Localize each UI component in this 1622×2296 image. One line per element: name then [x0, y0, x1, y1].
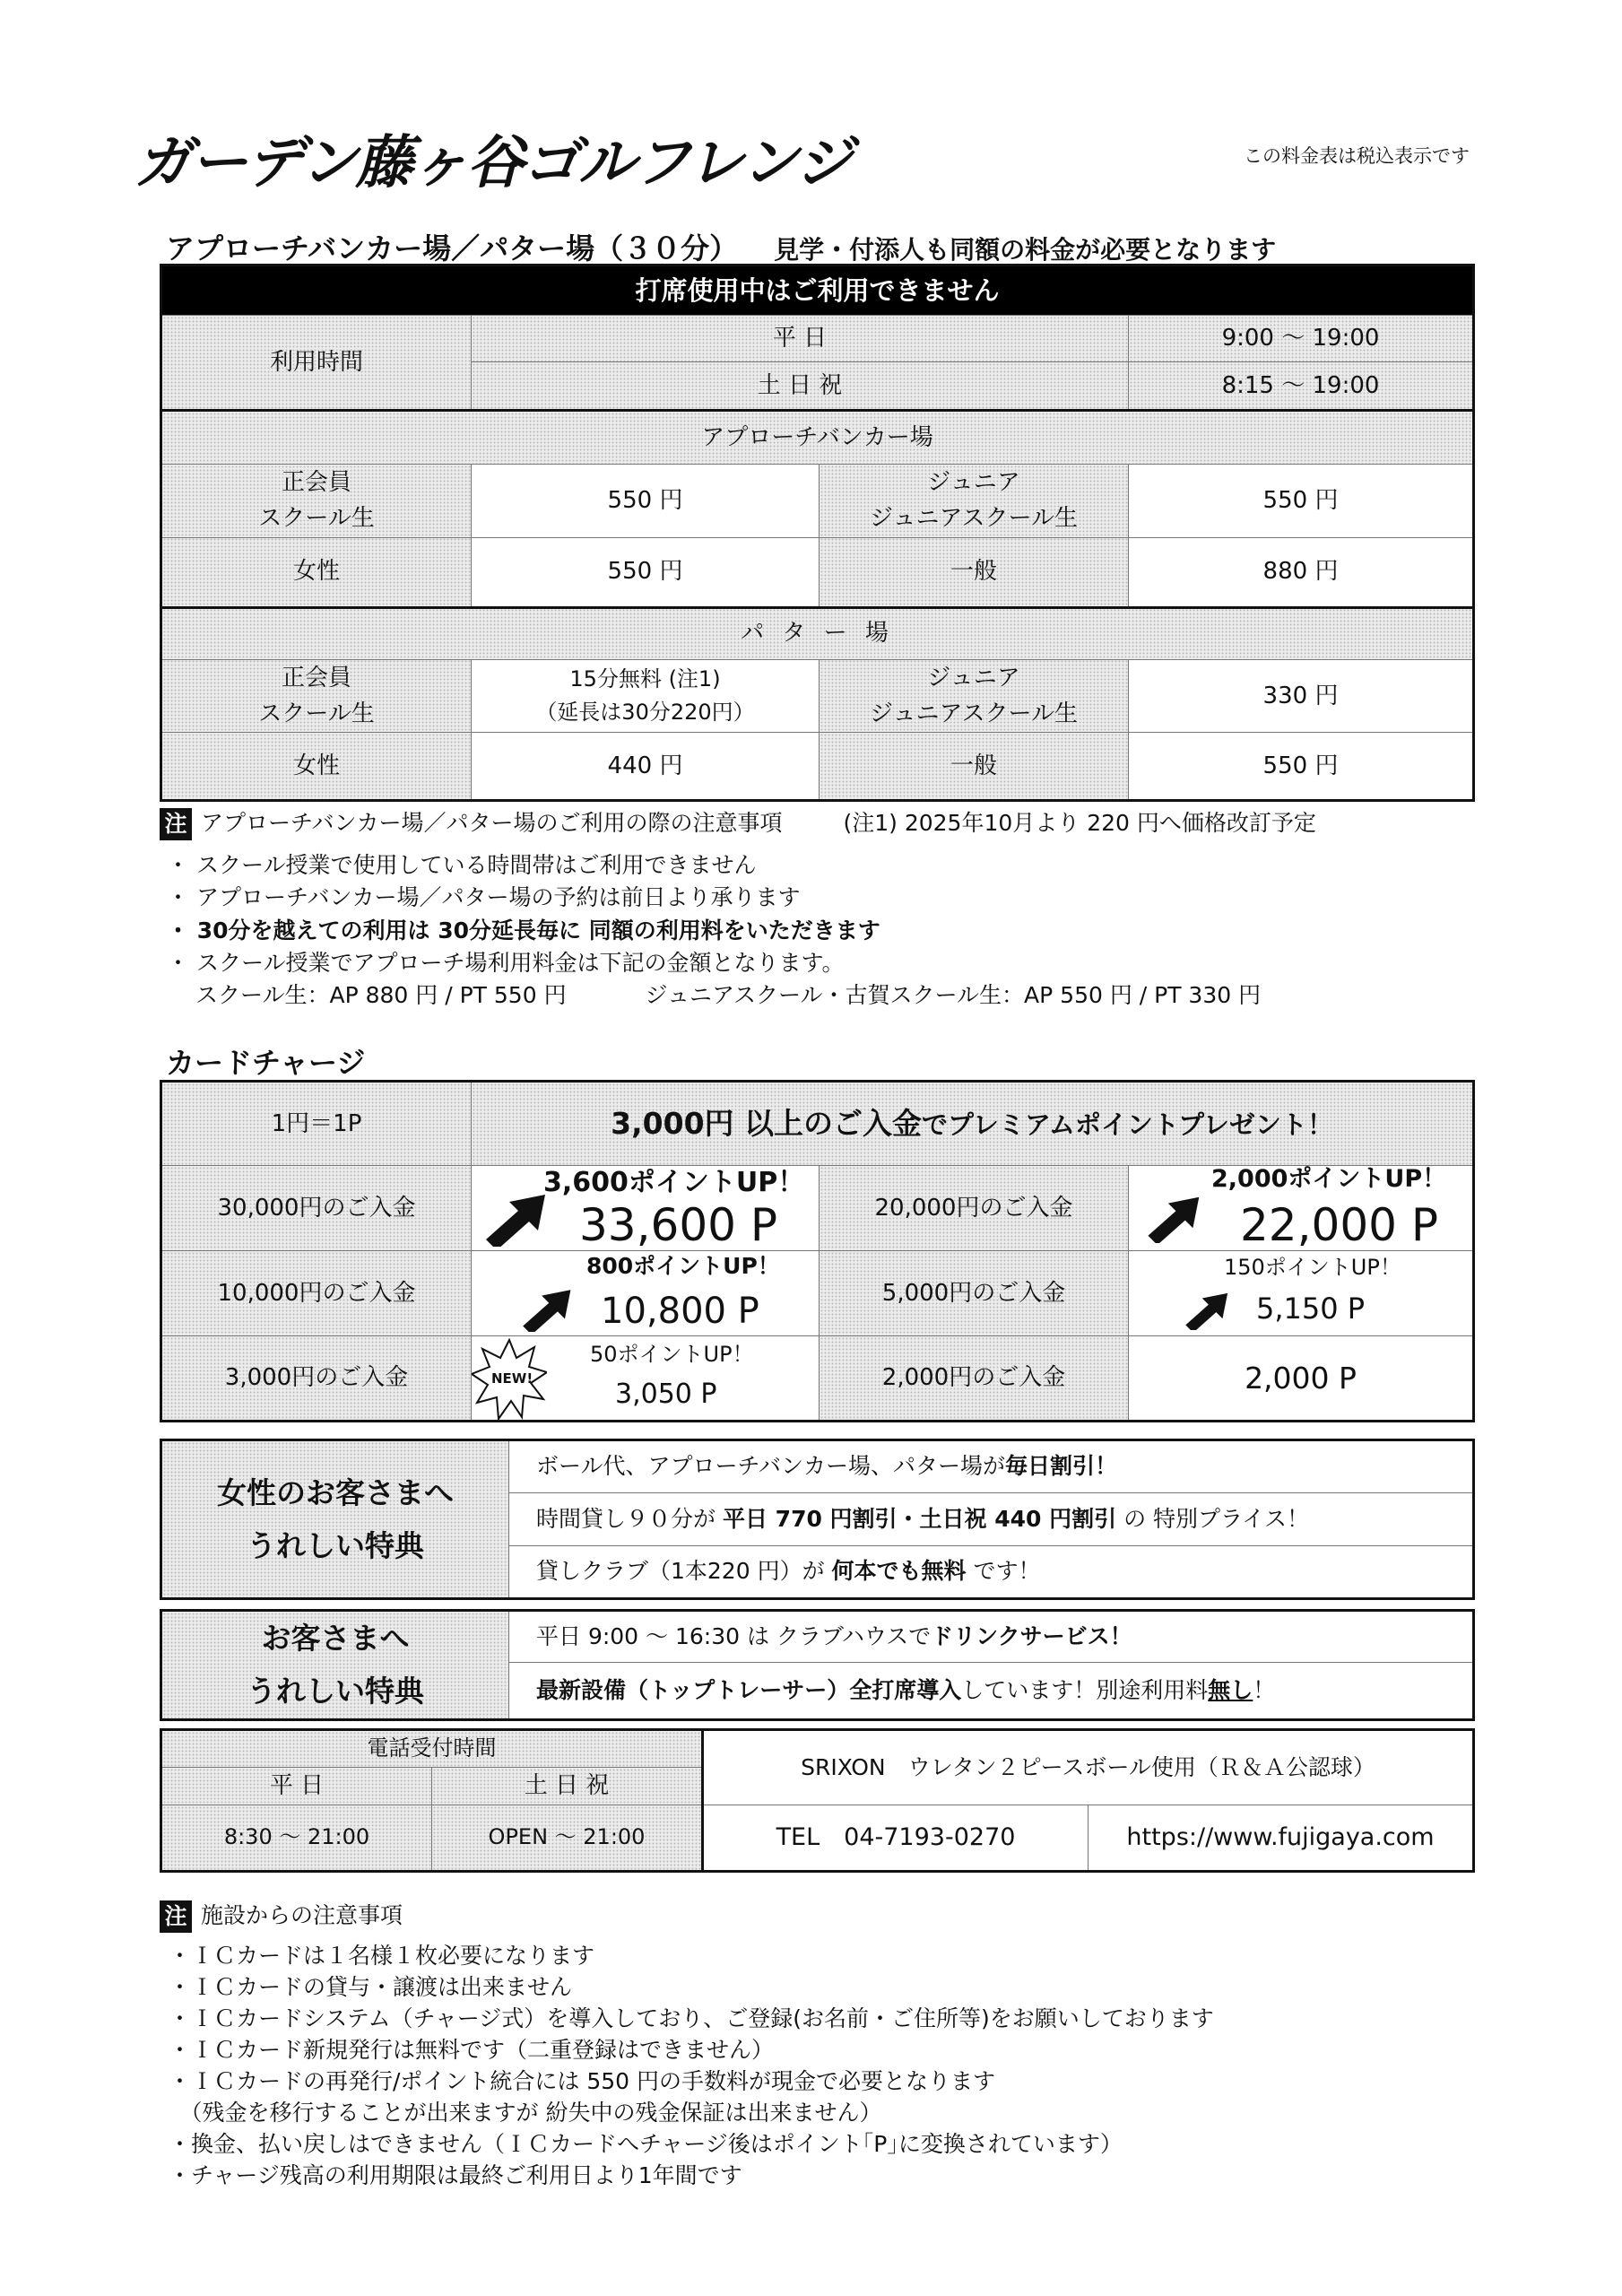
approach-footnote: (注1) 2025年10月より 220 円へ価格改訂予定	[843, 810, 1316, 836]
approach-title: アプローチバンカー場／パター場（３０分）	[166, 231, 739, 265]
arrow-up-right-icon	[1145, 1193, 1201, 1243]
approach-note-item: ・ スクール授業でアプローチ場利用料金は下記の金額となります。	[167, 949, 845, 976]
approach-note-badge: 注	[160, 808, 192, 840]
charge-label: 30,000円のご入金	[161, 1166, 472, 1251]
facility-note-item: ・ＩＣカードシステム（チャージ式）を導入しており、ご登録(お名前・ご住所等)をお願いしております	[169, 2005, 1214, 2031]
charge-points-cell	[472, 1166, 820, 1251]
weekday-label: 平 日	[472, 316, 1129, 362]
charge-table	[160, 1080, 1475, 1422]
promo-rest: でプレミアムポイントプレゼント！	[922, 1109, 1333, 1141]
bunker-general-label: 一般	[820, 537, 1129, 607]
facility-note-item: ・換金、払い戻しはできません（ＩＣカードへチャージ後はポイント｢P｣に変換されています）	[169, 2131, 1123, 2157]
approach-note-item: ・ 30分を越えての利用は 30分延長毎に 同額の利用料をいただきます	[167, 917, 880, 944]
customer-benefit-head: お客さまへ うれしい特典	[161, 1611, 509, 1720]
bunker-junior-price: 550 円	[1129, 465, 1474, 538]
promo-banner	[472, 1082, 1474, 1166]
customer-benefit-line: 最新設備（トップトレーサー）全打席導入しています！別途利用料無し！	[509, 1663, 1474, 1719]
putter-general-label: 一般	[820, 733, 1129, 801]
women-benefit-head: 女性のお客さまへ うれしい特典	[161, 1440, 509, 1599]
total-points: 2,000 P	[1129, 1336, 1474, 1422]
junior-school-fee: ジュニアスクール・古賀スクール生：AP 550 円 / PT 330 円	[645, 982, 1262, 1008]
putter-female-price: 440 円	[472, 733, 820, 801]
approach-note-item: ・ アプローチバンカー場／パター場の予約は前日より承ります	[167, 884, 801, 911]
bunker-heading: アプローチバンカー場	[161, 411, 1474, 465]
bonus-points: 50ポイントUP！	[590, 1342, 754, 1367]
charge-label: 3,000円のご入金	[161, 1336, 472, 1422]
facility-note-item: ・チャージ残高の利用期限は最終ご利用日より1年間です	[169, 2162, 742, 2188]
phone-weekday-hours: 8:30 〜 21:00	[161, 1805, 432, 1872]
charge-title: カードチャージ	[166, 1046, 366, 1080]
facility-note-item: （残金を移行することが出来ますが 紛失中の残金保証は出来ません）	[169, 2100, 882, 2126]
customer-benefit-line: 平日 9:00 〜 16:30 は クラブハウスでドリンクサービス！	[509, 1611, 1474, 1663]
total-points: 3,050 P	[615, 1378, 717, 1410]
women-benefit-table	[160, 1439, 1475, 1600]
bunker-junior-label: ジュニア ジュニアスクール生	[820, 465, 1129, 538]
charge-points-cell	[472, 1336, 820, 1422]
approach-note-item: ・ スクール授業で使用している時間帯はご利用できません	[167, 852, 757, 878]
putter-junior-price: 330 円	[1129, 659, 1474, 733]
holiday-label: 土 日 祝	[472, 362, 1129, 411]
charge-label: 2,000円のご入金	[820, 1336, 1129, 1422]
approach-subtitle: 見学・付添人も同額の料金が必要となります	[774, 235, 1277, 265]
bonus-points: 2,000ポイントUP！	[1211, 1165, 1447, 1193]
putter-general-price: 550 円	[1129, 733, 1474, 801]
bonus-points: 3,600ポイントUP！	[543, 1167, 805, 1198]
weekday-hours: 9:00 〜 19:00	[1129, 316, 1474, 362]
putter-junior-label: ジュニア ジュニアスクール生	[820, 659, 1129, 733]
customer-benefit-table	[160, 1609, 1475, 1721]
rate-label: 1円＝1P	[161, 1082, 472, 1166]
approach-note-title: アプローチバンカー場／パター場のご利用の際の注意事項	[201, 810, 783, 836]
bunker-general-price: 880 円	[1129, 537, 1474, 607]
women-benefit-line: ボール代、アプローチバンカー場、パター場が毎日割引！	[509, 1440, 1474, 1493]
charge-label: 5,000円のご入金	[820, 1251, 1129, 1336]
putter-member-price: 15分無料 (注1) （延長は30分220円）	[472, 659, 820, 733]
facility-note-item: ・ＩＣカードの貸与・譲渡は出来ません	[169, 1974, 573, 2000]
arrow-up-right-icon	[518, 1287, 574, 1332]
charge-points-cell	[472, 1251, 820, 1336]
total-points: 5,150 P	[1256, 1292, 1366, 1326]
facility-note-item: ・ＩＣカードの再発行/ポイント統合には 550 円の手数料が現金で必要となります	[169, 2068, 996, 2094]
promo-main: 3,000円 以上のご入金	[611, 1106, 923, 1142]
approach-notes	[160, 807, 1487, 1012]
approach-table	[160, 264, 1475, 802]
facility-note-item: ・ＩＣカードは１名様１枚必要になります	[169, 1943, 595, 1969]
school-fee-line	[167, 979, 1487, 1012]
logo-text: ガーデン藤ヶ谷ゴルフレンジ	[134, 129, 851, 196]
bunker-member-price: 550 円	[472, 465, 820, 538]
contact-table	[160, 1728, 1475, 1873]
charge-label: 10,000円のご入金	[161, 1251, 472, 1336]
arrow-up-right-icon	[482, 1191, 547, 1247]
hours-label: 利用時間	[161, 316, 472, 411]
total-points: 33,600 P	[579, 1199, 777, 1251]
bunker-female-price: 550 円	[472, 537, 820, 607]
bunker-member-label: 正会員 スクール生	[161, 465, 472, 538]
putter-member-label: 正会員 スクール生	[161, 659, 472, 733]
new-badge: NEW!	[491, 1370, 533, 1387]
school-fee: スクール生：AP 880 円 / PT 550 円	[195, 982, 567, 1008]
tax-note: この料金表は税込表示です	[1244, 145, 1470, 167]
putter-heading: パ タ ー 場	[161, 607, 1474, 659]
putter-female-label: 女性	[161, 733, 472, 801]
bunker-female-label: 女性	[161, 537, 472, 607]
charge-points-cell	[1129, 1166, 1474, 1251]
charge-points-cell	[1129, 1251, 1474, 1336]
phone-holiday-label: 土 日 祝	[432, 1768, 703, 1805]
facility-note-title: 施設からの注意事項	[201, 1902, 403, 1928]
charge-label: 20,000円のご入金	[820, 1166, 1129, 1251]
bonus-points: 150ポイントUP！	[1224, 1255, 1401, 1280]
facility-note-item: ・ＩＣカード新規発行は無料です（二重登録はできません）	[169, 2037, 775, 2063]
website-link[interactable]: https://www.fujigaya.com	[1089, 1805, 1474, 1872]
bonus-points: 800ポイントUP！	[586, 1253, 780, 1279]
facility-notes	[160, 1900, 1487, 2191]
arrow-up-right-icon	[1183, 1291, 1229, 1330]
holiday-hours: 8:15 〜 19:00	[1129, 362, 1474, 411]
phone-number[interactable]: TEL 04-7193-0270	[703, 1805, 1089, 1872]
facility-note-badge: 注	[160, 1900, 192, 1933]
women-benefit-line: 時間貸し９０分が 平日 770 円割引・土日祝 440 円割引 の 特別プライス！	[509, 1493, 1474, 1546]
usage-banner: 打席使用中はご利用できません	[161, 265, 1474, 316]
approach-section-title	[166, 226, 1276, 267]
ball-info: SRIXON ウレタン２ピースボール使用（Ｒ＆Ａ公認球）	[703, 1730, 1474, 1805]
logo	[134, 117, 851, 206]
women-benefit-line: 貸しクラブ（1本220 円）が 何本でも無料 です！	[509, 1546, 1474, 1599]
phone-holiday-hours: OPEN 〜 21:00	[432, 1805, 703, 1872]
phone-weekday-label: 平 日	[161, 1768, 432, 1805]
total-points: 22,000 P	[1240, 1199, 1438, 1251]
phone-hours-label: 電話受付時間	[161, 1730, 703, 1768]
total-points: 10,800 P	[601, 1291, 759, 1332]
